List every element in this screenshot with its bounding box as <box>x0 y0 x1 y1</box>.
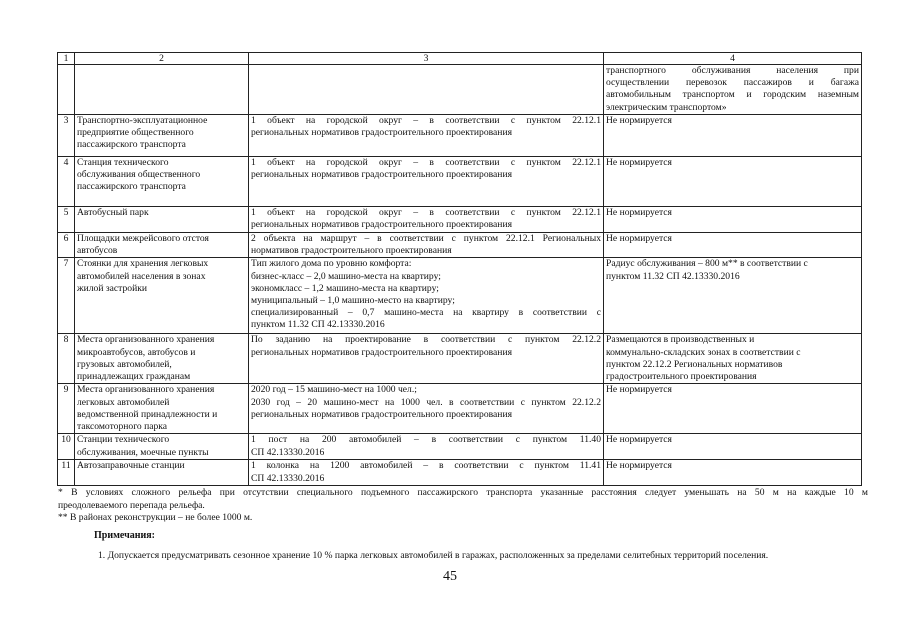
cell-line: транспортного обслуживания населения при <box>606 65 859 76</box>
cell-line: принадлежащих гражданам <box>77 371 191 383</box>
cell-line: Автозаправочные станции <box>77 460 185 472</box>
row-number: 8 <box>58 334 75 384</box>
cell-line: Радиус обслуживания – 800 м** в соответствии с <box>606 258 808 270</box>
distance-cell <box>604 233 862 258</box>
cell-line: электрическим транспортом» <box>606 101 727 113</box>
footnotes <box>58 487 868 525</box>
row-number: 5 <box>58 207 75 233</box>
cell-line: автомобилей населения в зонах <box>77 270 206 282</box>
requirement-cell <box>249 233 604 258</box>
cell-line: Станция технического <box>77 157 169 168</box>
cell-line: муниципальный – 1,0 машино-место на квартиру; <box>251 295 455 307</box>
cell-line: Площадки межрейсового отстоя <box>77 233 209 244</box>
table-row <box>58 157 862 207</box>
requirement-cell <box>249 434 604 460</box>
distance-cell <box>604 65 862 115</box>
distance-cell <box>604 258 862 334</box>
header-col-3: 3 <box>249 53 604 65</box>
object-name-cell <box>75 115 249 157</box>
cell-line: 2 объекта на маршрут – в соответствии с пунктом 22.12.1 Региональных <box>251 233 601 244</box>
row-number: 6 <box>58 233 75 258</box>
cell-line: региональных нормативов градостроительного проектирования <box>251 408 512 420</box>
distance-cell <box>604 157 862 207</box>
cell-line: 1 пост на 200 автомобилей – в соответствии с пунктом 11.40 <box>251 434 601 446</box>
footnote-1: * В условиях сложного рельефа при отсутствии специального подъемного пассажирского транспорта указанные расстояния следует уменьшать на 50 м на каждые 10 м <box>58 487 868 498</box>
cell-line: региональных нормативов градостроительного проектирования <box>251 219 512 231</box>
distance-cell <box>604 334 862 384</box>
table-row <box>58 65 862 115</box>
table-row <box>58 207 862 233</box>
table-body <box>58 65 862 486</box>
cell-line: региональных нормативов градостроительного проектирования <box>251 169 512 181</box>
distance-cell <box>604 207 862 233</box>
cell-line: пунктом 11.32 СП 42.13330.2016 <box>251 319 385 331</box>
cell-line: Автобусный парк <box>77 207 149 218</box>
header-col-1: 1 <box>58 53 75 65</box>
table-header-row <box>58 53 862 65</box>
cell-line: легковых автомобилей <box>77 396 170 408</box>
cell-line: пунктом 22.12.2 Региональных нормативов <box>606 358 783 370</box>
cell-line: Размещаются в производственных и <box>606 334 755 346</box>
cell-line: СП 42.13330.2016 <box>251 472 325 484</box>
cell-line: 1 объект на городской округ – в соответствии с пунктом 22.12.1 <box>251 115 601 126</box>
cell-line: Транспортно-эксплуатационное <box>77 115 208 126</box>
cell-line: Не нормируется <box>606 157 672 168</box>
table-row <box>58 460 862 485</box>
object-name-cell <box>75 157 249 207</box>
cell-line: региональных нормативов градостроительного проектирования <box>251 346 512 358</box>
distance-cell <box>604 384 862 434</box>
cell-line: Не нормируется <box>606 460 672 472</box>
cell-line: специализированный – 0,7 машино-места на квартиру в соответствии с <box>251 307 601 319</box>
cell-line: По заданию на проектирование в соответствии с пунктом 22.12.2 <box>251 334 601 346</box>
cell-line: автомобильным транспортом и городским наземным <box>606 89 859 101</box>
header-col-4: 4 <box>604 53 862 65</box>
cell-line: 2030 год – 20 машино-мест на 1000 чел. в соответствии с пунктом 22.12.2 <box>251 396 601 408</box>
cell-line: бизнес-класс – 2,0 машино-места на квартиру; <box>251 270 441 282</box>
cell-line: пассажирского транспорта <box>77 139 186 151</box>
cell-line: градостроительного проектирования <box>606 371 757 383</box>
cell-line: предприятие общественного <box>77 127 194 139</box>
cell-line: 1 колонка на 1200 автомобилей – в соответствии с пунктом 11.41 <box>251 460 601 472</box>
distance-cell <box>604 434 862 460</box>
distance-cell <box>604 460 862 485</box>
cell-line: 1 объект на городской округ – в соответствии с пунктом 22.12.1 <box>251 207 601 218</box>
cell-line: пунктом 11.32 СП 42.13330.2016 <box>606 270 740 282</box>
cell-line: автобусов <box>77 245 118 257</box>
cell-line: Не нормируется <box>606 384 672 396</box>
cell-line: Не нормируется <box>606 434 672 446</box>
cell-line: Места организованного хранения <box>77 334 215 346</box>
cell-line: пассажирского транспорта <box>77 181 186 193</box>
object-name-cell <box>75 460 249 485</box>
cell-line: жилой застройки <box>77 282 148 294</box>
object-name-cell <box>75 384 249 434</box>
row-number: 3 <box>58 115 75 157</box>
cell-line: обслуживания общественного <box>77 169 201 181</box>
cell-line: 2020 год – 15 машино-мест на 1000 чел.; <box>251 384 417 396</box>
requirement-cell <box>249 65 604 115</box>
table-row <box>58 115 862 157</box>
requirement-cell <box>249 258 604 334</box>
footnote-1-cont: преодолеваемого перепада рельефа. <box>58 499 205 511</box>
table-row <box>58 334 862 384</box>
row-number: 4 <box>58 157 75 207</box>
cell-line: нормативов градостроительного проектирования <box>251 245 452 257</box>
row-number <box>58 65 75 115</box>
row-number: 11 <box>58 460 75 485</box>
cell-line: Не нормируется <box>606 233 672 244</box>
table-row <box>58 233 862 258</box>
requirement-cell <box>249 157 604 207</box>
cell-line: региональных нормативов градостроительного проектирования <box>251 127 512 139</box>
object-name-cell <box>75 65 249 115</box>
cell-line: микроавтобусов, автобусов и <box>77 346 196 358</box>
cell-line: коммунально-складских зонах в соответствии с <box>606 346 801 358</box>
table-row <box>58 434 862 460</box>
requirement-cell <box>249 207 604 233</box>
cell-line: обслуживания, моечные пункты <box>77 446 209 458</box>
cell-line: грузовых автомобилей, <box>77 358 172 370</box>
cell-line: Стоянки для хранения легковых <box>77 258 209 270</box>
object-name-cell <box>75 434 249 460</box>
cell-line: Места организованного хранения <box>77 384 215 396</box>
row-number: 10 <box>58 434 75 460</box>
distance-cell <box>604 115 862 157</box>
object-name-cell <box>75 334 249 384</box>
object-name-cell <box>75 233 249 258</box>
footnote-2: ** В районах реконструкции – не более 1000 м. <box>58 512 253 523</box>
note-item: 1. Допускается предусматривать сезонное хранение 10 % парка легковых автомобилей в гаражах, расположенных за пределами селитебных территорий поселения. <box>98 550 769 561</box>
row-number: 9 <box>58 384 75 434</box>
header-col-2: 2 <box>75 53 249 65</box>
cell-line: Не нормируется <box>606 207 672 218</box>
cell-line: Тип жилого дома по уровню комфорта: <box>251 258 412 270</box>
notes-title: Примечания: <box>94 530 156 541</box>
requirement-cell <box>249 334 604 384</box>
requirement-cell <box>249 460 604 485</box>
page-number: 45 <box>443 569 457 584</box>
object-name-cell <box>75 207 249 233</box>
cell-line: 1 объект на городской округ – в соответствии с пунктом 22.12.1 <box>251 157 601 168</box>
cell-line: СП 42.13330.2016 <box>251 446 325 458</box>
cell-line: Не нормируется <box>606 115 672 126</box>
requirement-cell <box>249 115 604 157</box>
cell-line: экономкласс – 1,2 машино-места на квартиру; <box>251 282 439 294</box>
cell-line: ведомственной принадлежности и <box>77 408 218 420</box>
row-number: 7 <box>58 258 75 334</box>
requirement-cell <box>249 384 604 434</box>
cell-line: осуществлении перевозок пассажиров и багажа <box>606 77 859 89</box>
object-name-cell <box>75 258 249 334</box>
cell-line: Станции технического <box>77 434 170 446</box>
table-row <box>58 384 862 434</box>
norms-table <box>57 52 862 486</box>
table-row <box>58 258 862 334</box>
cell-line: таксомоторного парка <box>77 421 168 433</box>
